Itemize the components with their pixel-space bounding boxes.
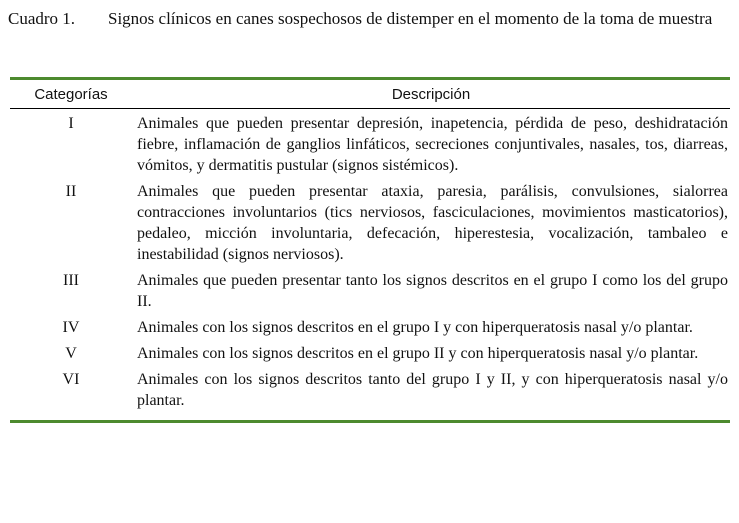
table-body — [10, 109, 730, 420]
row-category: II — [65, 183, 77, 200]
table-row — [10, 343, 730, 364]
clinical-signs-table — [10, 77, 730, 423]
header-description: Descripción — [391, 85, 471, 103]
row-category: V — [65, 345, 77, 362]
row-category: I — [68, 115, 74, 132]
table-row — [10, 113, 730, 176]
row-description: Animales que pueden presentar depresión, inapetencia, pérdida de peso, deshidratación fiebre, inflamación de ganglios linfáticos, secreciones conjuntivales, nasales, tos, diarreas, vómitos, y dermatitis pustular (signos sistémicos). — [137, 115, 728, 174]
header-category: Categorías — [34, 85, 108, 103]
table-row — [10, 369, 730, 411]
table-row — [10, 317, 730, 338]
table-header — [10, 80, 730, 108]
table-caption — [8, 8, 730, 29]
row-description: Animales con los signos descritos tanto del grupo I y II, y con hiperqueratosis nasal y/o plantar. — [137, 371, 728, 409]
row-description: Animales que pueden presentar ataxia, paresia, parálisis, convulsiones, sialorrea contracciones involuntarios (tics nerviosos, fasciculaciones, movimientos masticatorios), pedaleo, micción involuntaria, defecación, hiperestesia, vocalización, tambaleo e inestabilidad (signos nerviosos). — [137, 183, 728, 263]
table-row — [10, 181, 730, 265]
row-category: VI — [62, 371, 80, 388]
row-category: III — [63, 272, 79, 289]
caption-label: Cuadro 1. — [8, 9, 76, 28]
row-category: IV — [62, 319, 80, 336]
row-description: Animales con los signos descritos en el grupo I y con hiperqueratosis nasal y/o plantar. — [137, 319, 693, 336]
table-row — [10, 270, 730, 312]
table-bottom-rule — [10, 420, 730, 423]
row-description: Animales con los signos descritos en el grupo II y con hiperqueratosis nasal y/o plantar. — [137, 345, 699, 362]
caption-text: Signos clínicos en canes sospechosos de distemper en el momento de la toma de muestra — [108, 9, 713, 28]
row-description: Animales que pueden presentar tanto los signos descritos en el grupo I como los del grupo II. — [137, 272, 728, 310]
